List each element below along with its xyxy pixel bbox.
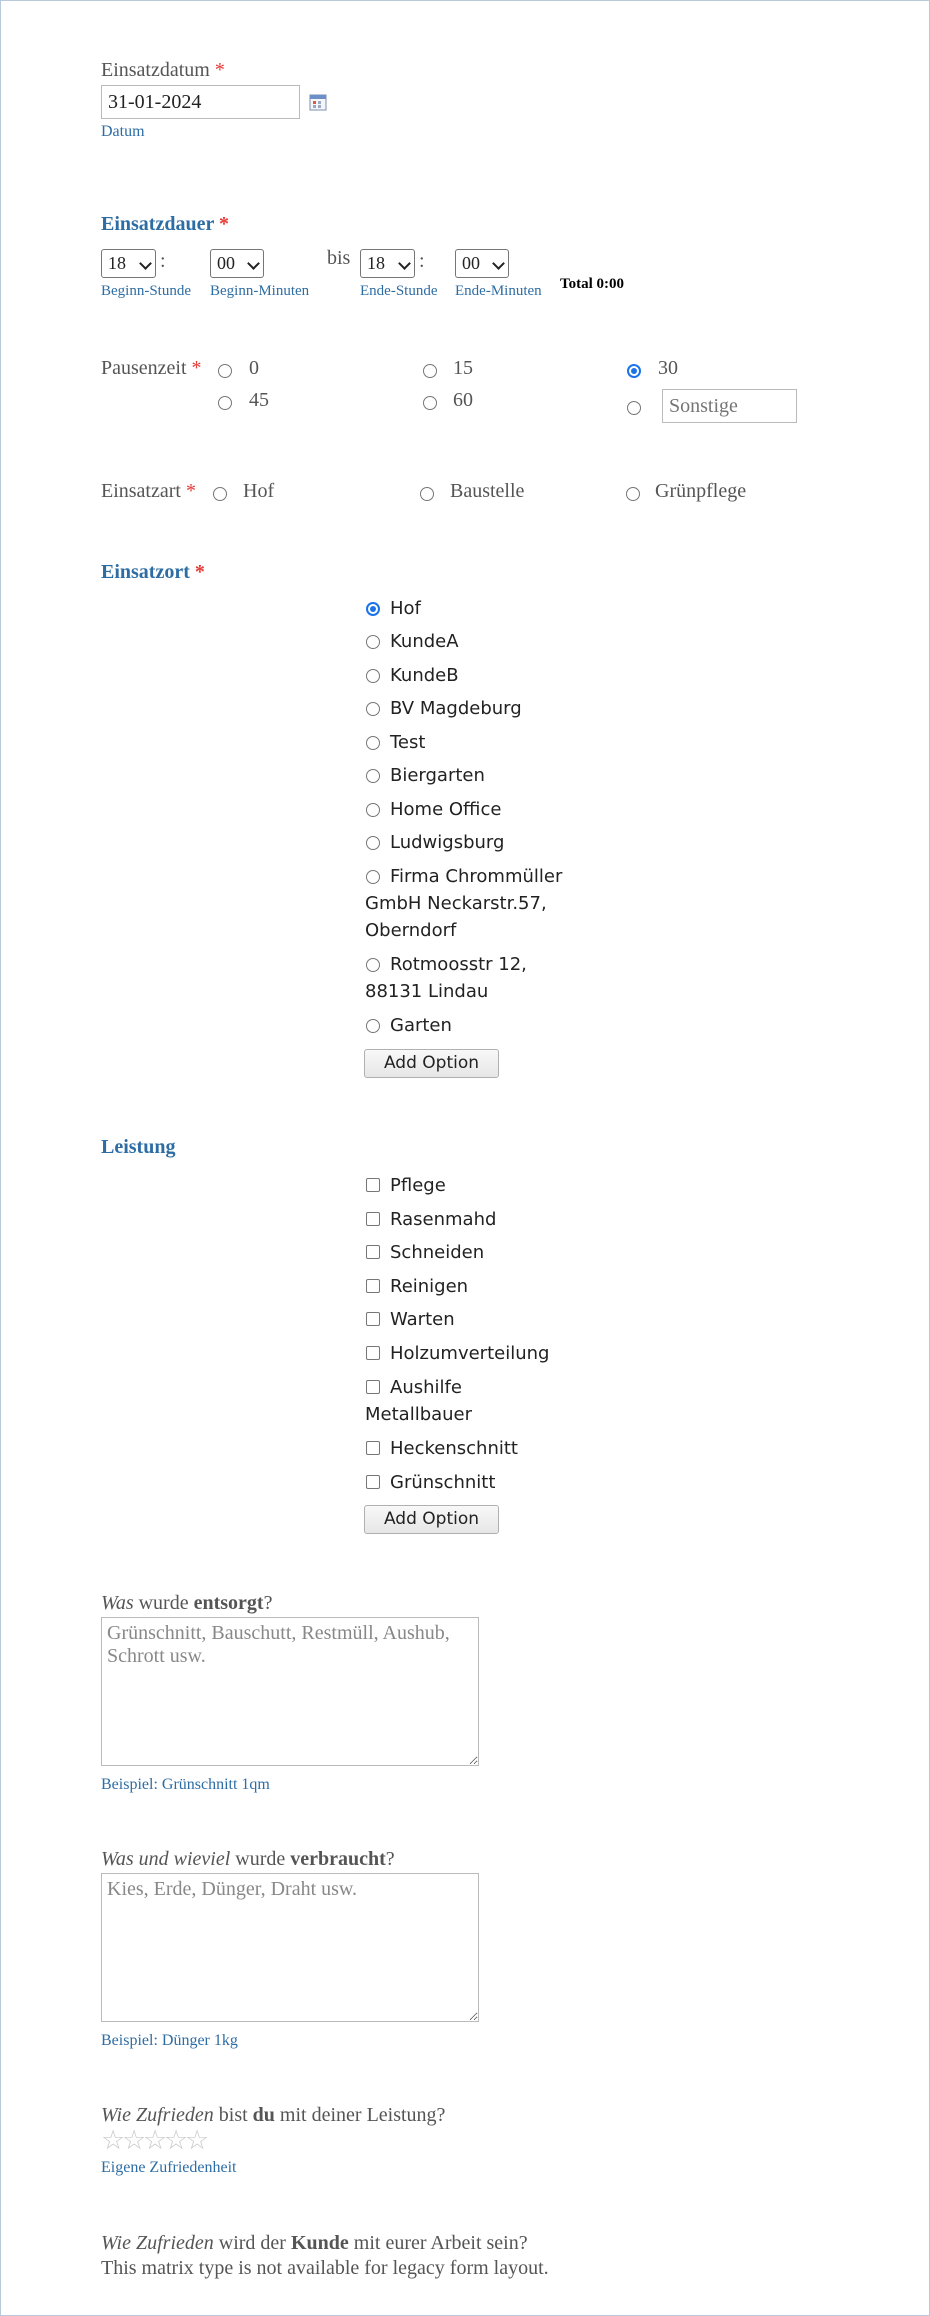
- einsatzort-radio-garten[interactable]: [366, 1019, 380, 1033]
- leistung-option-schneiden: Schneiden: [390, 1242, 485, 1263]
- entsorgt-sublabel: Beispiel: Grünschnitt 1qm: [101, 1776, 270, 1793]
- einsatzort-option-kundea: KundeA: [390, 631, 459, 652]
- einsatzort-radio-test[interactable]: [366, 736, 380, 750]
- end-hour-select[interactable]: 18: [360, 249, 415, 278]
- einsatzort-option-garten: Garten: [390, 1015, 452, 1036]
- leistung-check-aushilfe[interactable]: [366, 1380, 380, 1394]
- einsatzart-option-baustelle: Baustelle: [450, 480, 525, 502]
- einsatzort-radio-kundea[interactable]: [366, 635, 380, 649]
- leistung-option-pflege: Pflege: [390, 1175, 446, 1196]
- sublabel-ende-stunde: Ende-Stunde: [360, 283, 438, 299]
- start-minute-select[interactable]: 00: [210, 249, 264, 278]
- einsatzart-radio-hof[interactable]: [213, 487, 227, 501]
- einsatzdatum-label: Einsatzdatum *: [101, 59, 225, 81]
- calendar-icon[interactable]: [309, 93, 327, 111]
- einsatzart-radio-baustelle[interactable]: [420, 487, 434, 501]
- einsatzart-option-gruenpflege: Grünpflege: [655, 480, 747, 502]
- rating-star-4[interactable]: ☆: [164, 2125, 189, 2155]
- leistung-check-pflege[interactable]: [366, 1178, 380, 1192]
- rating-star-5[interactable]: ☆: [185, 2125, 210, 2155]
- rating-star-2[interactable]: ☆: [122, 2125, 147, 2155]
- sublabel-beginn-minuten: Beginn-Minuten: [210, 283, 310, 299]
- sublabel-beginn-stunde: Beginn-Stunde: [101, 283, 191, 299]
- zufriedenheit-sublabel: Eigene Zufriedenheit: [101, 2159, 237, 2176]
- einsatzort-radio-home-office[interactable]: [366, 803, 380, 817]
- leistung-add-option-button[interactable]: Add Option: [364, 1505, 499, 1534]
- einsatzort-option-ludwigsburg: Ludwigsburg: [390, 832, 505, 853]
- time-separator-end: :: [419, 250, 425, 272]
- kunde-question: Wie Zufrieden wird der Kunde mit eurer Arbeit sein?: [101, 2232, 528, 2254]
- total-duration: Total 0:00: [560, 276, 625, 292]
- einsatzdatum-input[interactable]: [101, 85, 300, 119]
- rating-star-1[interactable]: ☆: [101, 2125, 126, 2155]
- einsatzdauer-label: Einsatzdauer *: [101, 213, 229, 235]
- pause-radio-45[interactable]: [218, 396, 232, 410]
- einsatzort-option-biergarten: Biergarten: [390, 765, 485, 786]
- leistung-check-rasenmahd[interactable]: [366, 1212, 380, 1226]
- rating-star-3[interactable]: ☆: [143, 2125, 168, 2155]
- pause-radio-other[interactable]: [627, 401, 641, 415]
- leistung-option-aushilfe-line1: Aushilfe: [390, 1377, 462, 1398]
- leistung-option-heckenschnitt: Heckenschnitt: [390, 1438, 518, 1459]
- einsatzort-option-rotmoosstr-line2: 88131 Lindau: [365, 981, 489, 1002]
- einsatzort-label: Einsatzort *: [101, 561, 205, 583]
- einsatzort-radio-ludwigsburg[interactable]: [366, 836, 380, 850]
- verbraucht-sublabel: Beispiel: Dünger 1kg: [101, 2032, 238, 2049]
- leistung-option-warten: Warten: [390, 1309, 455, 1330]
- pausenzeit-label: Pausenzeit *: [101, 357, 202, 379]
- kunde-matrix-note: This matrix type is not available for legacy form layout.: [101, 2257, 549, 2279]
- verbraucht-question: Was und wieviel wurde verbraucht?: [101, 1848, 395, 1870]
- einsatzort-option-bv-magdeburg: BV Magdeburg: [390, 698, 522, 719]
- pause-radio-0[interactable]: [218, 364, 232, 378]
- pause-radio-30[interactable]: [627, 364, 641, 378]
- bis-text: bis: [327, 247, 351, 269]
- entsorgt-textarea[interactable]: [101, 1617, 479, 1766]
- einsatzort-option-test: Test: [390, 732, 426, 753]
- einsatzort-option-kundeb: KundeB: [390, 665, 459, 686]
- einsatzart-radio-gruenpflege[interactable]: [626, 487, 640, 501]
- einsatzort-option-hof: Hof: [390, 598, 421, 619]
- sublabel-ende-minuten: Ende-Minuten: [455, 283, 542, 299]
- leistung-check-warten[interactable]: [366, 1312, 380, 1326]
- leistung-check-schneiden[interactable]: [366, 1245, 380, 1259]
- einsatzdatum-sublabel: Datum: [101, 123, 145, 140]
- einsatzort-radio-chrommueller[interactable]: [366, 870, 380, 884]
- leistung-check-heckenschnitt[interactable]: [366, 1441, 380, 1455]
- einsatzort-add-option-button[interactable]: Add Option: [364, 1049, 499, 1078]
- einsatzort-radio-biergarten[interactable]: [366, 769, 380, 783]
- leistung-option-rasenmahd: Rasenmahd: [390, 1209, 497, 1230]
- leistung-check-gruenschnitt[interactable]: [366, 1475, 380, 1489]
- einsatzort-radio-bv-magdeburg[interactable]: [366, 702, 380, 716]
- time-separator: :: [160, 250, 166, 272]
- pause-other-input[interactable]: [662, 389, 797, 423]
- start-hour-select[interactable]: 18: [101, 249, 156, 278]
- verbraucht-textarea[interactable]: [101, 1873, 479, 2022]
- pause-option-60: 60: [453, 389, 473, 411]
- einsatzart-label: Einsatzart *: [101, 480, 196, 502]
- einsatzort-radio-rotmoosstr[interactable]: [366, 958, 380, 972]
- pause-option-15: 15: [453, 357, 473, 379]
- zufriedenheit-question: Wie Zufrieden bist du mit deiner Leistung?: [101, 2104, 446, 2126]
- leistung-option-gruenschnitt: Grünschnitt: [390, 1472, 496, 1493]
- end-minute-select[interactable]: 00: [455, 249, 509, 278]
- entsorgt-question: Was wurde entsorgt?: [101, 1592, 273, 1614]
- einsatzort-option-chrommueller-line1: Firma Chrommüller: [390, 866, 563, 887]
- pause-option-0: 0: [249, 357, 259, 379]
- pause-radio-15[interactable]: [423, 364, 437, 378]
- pause-radio-60[interactable]: [423, 396, 437, 410]
- einsatzort-radio-kundeb[interactable]: [366, 669, 380, 683]
- einsatzort-option-chrommueller-line3: Oberndorf: [365, 920, 457, 941]
- leistung-option-aushilfe-line2: Metallbauer: [365, 1404, 473, 1425]
- leistung-option-reinigen: Reinigen: [390, 1276, 469, 1297]
- leistung-label: Leistung: [101, 1136, 176, 1158]
- leistung-check-reinigen[interactable]: [366, 1279, 380, 1293]
- leistung-check-holzumverteilung[interactable]: [366, 1346, 380, 1360]
- pause-option-45: 45: [249, 389, 269, 411]
- einsatzort-radio-hof[interactable]: [366, 602, 380, 616]
- leistung-option-holzumverteilung: Holzumverteilung: [390, 1343, 550, 1364]
- einsatzort-option-home-office: Home Office: [390, 799, 502, 820]
- einsatzort-option-chrommueller-line2: GmbH Neckarstr.57,: [365, 893, 547, 914]
- pause-option-30: 30: [658, 357, 678, 379]
- einsatzort-option-rotmoosstr-line1: Rotmoosstr 12,: [390, 954, 527, 975]
- einsatzart-option-hof: Hof: [243, 480, 275, 502]
